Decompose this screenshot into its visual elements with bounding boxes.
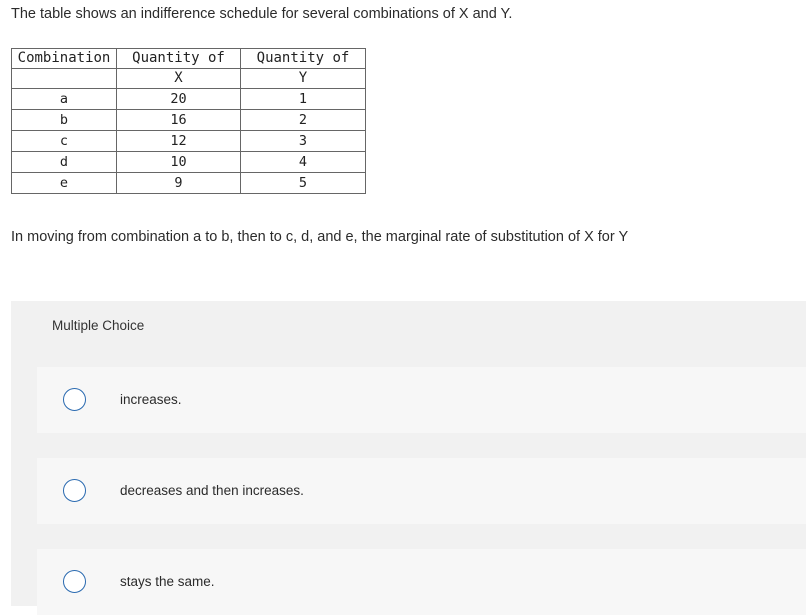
table-header-row <box>12 49 366 69</box>
choice-label: stays the same. <box>120 574 215 589</box>
cell-quantity-x: 12 <box>117 131 241 152</box>
header-combination-sub <box>12 69 117 89</box>
table-row <box>12 173 366 194</box>
radio-button-icon[interactable] <box>63 388 86 411</box>
header-quantity-x: Quantity of <box>117 49 241 69</box>
cell-quantity-x: 9 <box>117 173 241 194</box>
cell-quantity-y: 3 <box>241 131 366 152</box>
table-row <box>12 89 366 110</box>
cell-quantity-y: 1 <box>241 89 366 110</box>
table-row <box>12 131 366 152</box>
cell-quantity-y: 2 <box>241 110 366 131</box>
cell-combination: a <box>12 89 117 110</box>
cell-quantity-x: 10 <box>117 152 241 173</box>
choice-option-increases[interactable] <box>37 367 806 433</box>
header-x: X <box>117 69 241 89</box>
cell-combination: d <box>12 152 117 173</box>
choice-label: decreases and then increases. <box>120 483 304 498</box>
multiple-choice-title: Multiple Choice <box>52 318 145 333</box>
intro-text: The table shows an indifference schedule for several combinations of X and Y. <box>11 6 513 22</box>
table-row <box>12 152 366 173</box>
cell-quantity-y: 5 <box>241 173 366 194</box>
radio-button-icon[interactable] <box>63 479 86 502</box>
cell-combination: b <box>12 110 117 131</box>
choice-option-decreases-then-increases[interactable] <box>37 458 806 524</box>
table-row <box>12 110 366 131</box>
choice-option-stays-the-same[interactable] <box>37 549 806 615</box>
cell-quantity-x: 20 <box>117 89 241 110</box>
cell-quantity-y: 4 <box>241 152 366 173</box>
header-combination: Combination <box>12 49 117 69</box>
radio-button-icon[interactable] <box>63 570 86 593</box>
choice-label: increases. <box>120 392 182 407</box>
header-y: Y <box>241 69 366 89</box>
table-header-row <box>12 69 366 89</box>
cell-quantity-x: 16 <box>117 110 241 131</box>
multiple-choice-panel <box>11 301 806 606</box>
cell-combination: c <box>12 131 117 152</box>
question-text: In moving from combination a to b, then to c, d, and e, the marginal rate of substitution of X for Y <box>11 229 629 245</box>
header-quantity-y: Quantity of <box>241 49 366 69</box>
indifference-schedule-table <box>11 48 366 194</box>
cell-combination: e <box>12 173 117 194</box>
